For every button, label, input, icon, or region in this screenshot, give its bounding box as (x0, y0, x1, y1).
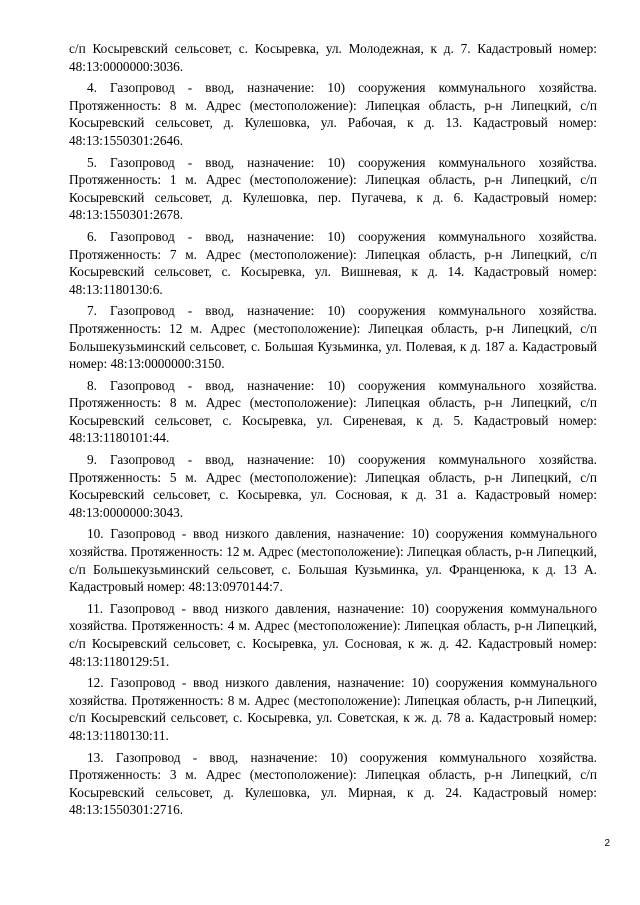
paragraph-item-12: 12. Газопровод - ввод низкого давления, назначение: 10) сооружения коммунального хозяйства. Протяженность: 8 м. Адрес (местоположение): Липецкая область, р-н Липецкий, с/п Косыревский сельсовет, с. Косыревка, ул. Советская, к ж. д. 78 а. Кадастровый номер: 48:13:1180130:11. (69, 675, 597, 743)
paragraph-item-7: 7. Газопровод - ввод, назначение: 10) сооружения коммунального хозяйства. Протяженность: 12 м. Адрес (местоположение): Липецкая область, р-н Липецкий, с/п Большекузьминский сельсовет, с. Большая Кузьминка, ул. Полевая, к д. 187 а. Кадастровый номер: 48:13:0000000:3150. (69, 303, 597, 372)
paragraph-item-9: 9. Газопровод - ввод, назначение: 10) сооружения коммунального хозяйства. Протяженность: 5 м. Адрес (местоположение): Липецкая область, р-н Липецкий, с/п Косыревский сельсовет, с. Косыревка, ул. Сосновая, к д. 31 а. Кадастровый номер: 48:13:0000000:3043. (69, 452, 597, 520)
paragraph-item-6: 6. Газопровод - ввод, назначение: 10) сооружения коммунального хозяйства. Протяженность: 7 м. Адрес (местоположение): Липецкая область, р-н Липецкий, с/п Косыревский сельсовет, с. Косыревка, ул. Вишневая, к д. 14. Кадастровый номер: 48:13:1180130:6. (69, 228, 597, 297)
paragraph-item-4: 4. Газопровод - ввод, назначение: 10) сооружения коммунального хозяйства. Протяженность: 8 м. Адрес (местоположение): Липецкая область, р-н Липецкий, с/п Косыревский сельсовет, д. Кулешовка, ул. Рабочая, к д. 13. Кадастровый номер: 48:13:1550301:2646. (69, 80, 597, 148)
document-page (69, 40, 597, 823)
paragraph-continuation: с/п Косыревский сельсовет, с. Косыревка, ул. Молодежная, к д. 7. Кадастровый номер: 48:13:0000000:3036. (69, 41, 597, 74)
page-number: 2 (604, 838, 610, 849)
paragraph-item-10: 10. Газопровод - ввод низкого давления, назначение: 10) сооружения коммунального хозяйства. Протяженность: 12 м. Адрес (местоположение): Липецкая область, р-н Липецкий, с/п Большекузьминский сельсовет, с. Большая Кузьминка, ул. Франценюка, к д. 13 А. Кадастровый номер: 48:13:0970144:7. (69, 526, 597, 595)
paragraph-item-13: 13. Газопровод - ввод, назначение: 10) сооружения коммунального хозяйства. Протяженность: 3 м. Адрес (местоположение): Липецкая область, р-н Липецкий, с/п Косыревский сельсовет, д. Кулешовка, ул. Мирная, к д. 24. Кадастровый номер: 48:13:1550301:2716. (69, 749, 597, 818)
paragraph-item-5: 5. Газопровод - ввод, назначение: 10) сооружения коммунального хозяйства. Протяженность: 1 м. Адрес (местоположение): Липецкая область, р-н Липецкий, с/п Косыревский сельсовет, д. Кулешовка, пер. Пугачева, к д. 6. Кадастровый номер: 48:13:1550301:2678. (69, 154, 597, 223)
paragraph-item-8: 8. Газопровод - ввод, назначение: 10) сооружения коммунального хозяйства. Протяженность: 8 м. Адрес (местоположение): Липецкая область, р-н Липецкий, с/п Косыревский сельсовет, с. Косыревка, ул. Сиреневая, к д. 5. Кадастровый номер: 48:13:1180101:44. (69, 377, 597, 446)
paragraph-item-11: 11. Газопровод - ввод низкого давления, назначение: 10) сооружения коммунального хозяйства. Протяженность: 4 м. Адрес (местоположение): Липецкая область, р-н Липецкий, с/п Косыревский сельсовет, с. Косыревка, ул. Сосновая, к ж. д. 42. Кадастровый номер: 48:13:1180129:51. (69, 600, 597, 669)
